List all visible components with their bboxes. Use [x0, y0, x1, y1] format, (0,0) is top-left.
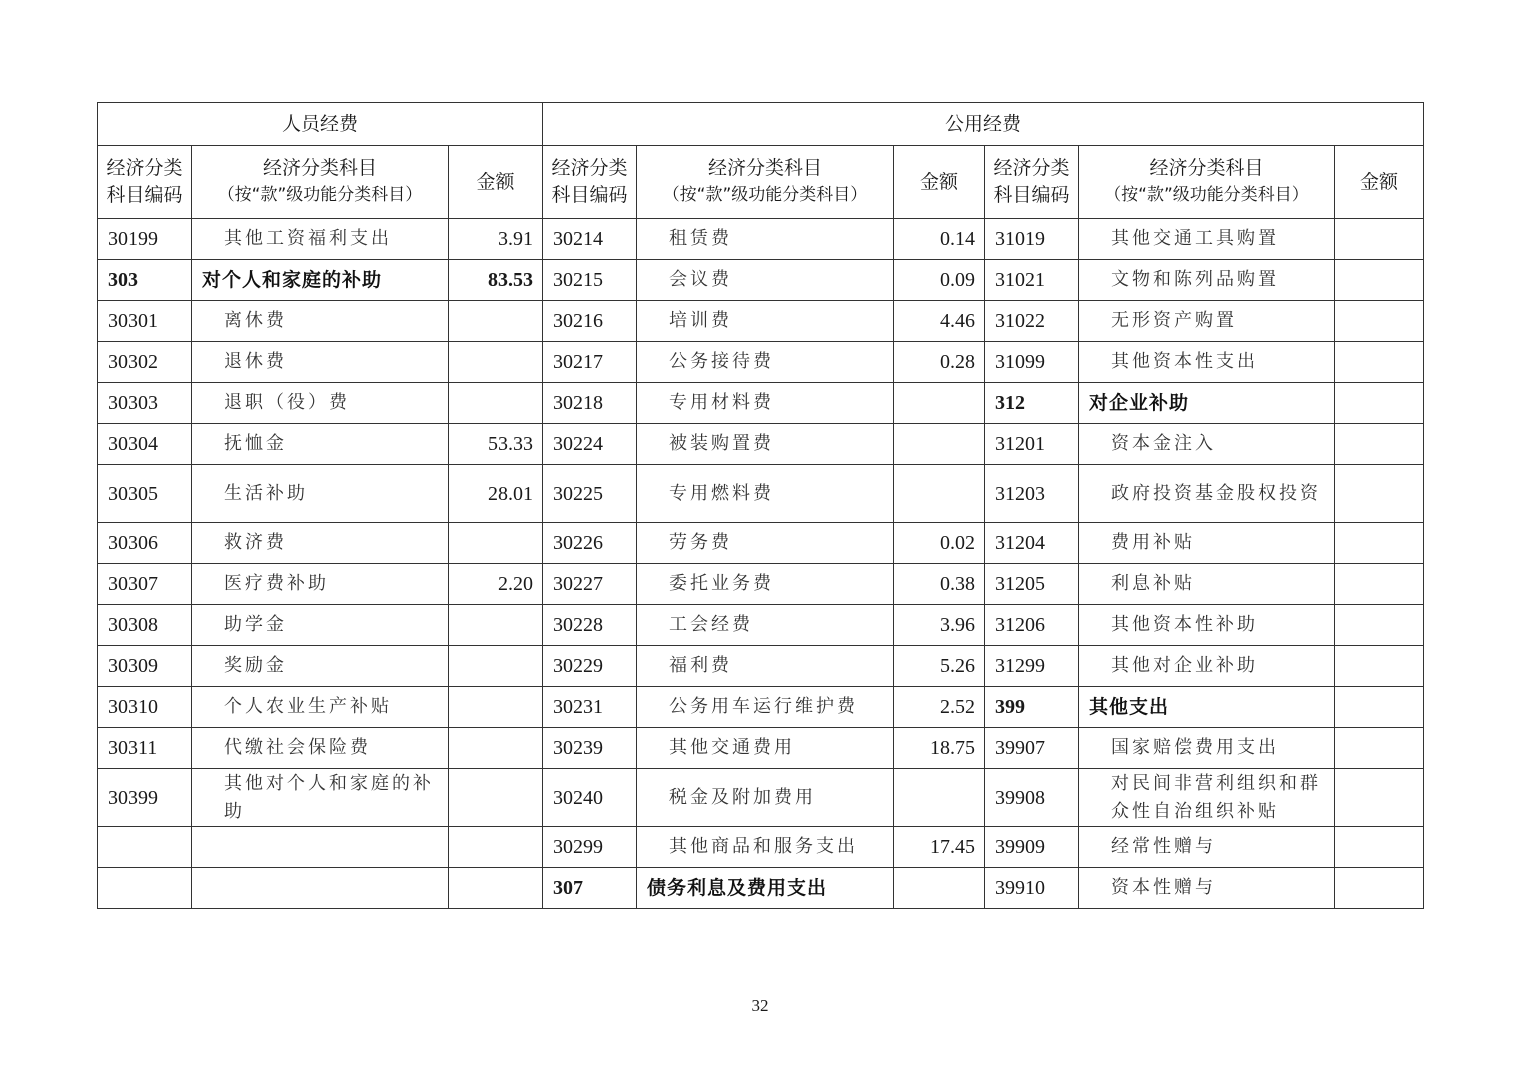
- table-row: [98, 564, 1424, 605]
- code-cell: 30302: [98, 342, 192, 383]
- code-cell: 30303: [98, 383, 192, 424]
- table-row: [98, 523, 1424, 564]
- item-name-cell: 其他资本性支出: [1079, 342, 1335, 383]
- amount-cell: [1335, 260, 1424, 301]
- item-name-cell: 国家赔偿费用支出: [1079, 728, 1335, 769]
- code-cell: [98, 868, 192, 909]
- item-name-cell: 资本金注入: [1079, 424, 1335, 465]
- code-cell: 30305: [98, 465, 192, 523]
- amount-cell: [1335, 646, 1424, 687]
- table-row: [98, 868, 1424, 909]
- code-cell: 307: [543, 868, 637, 909]
- amount-cell: [1335, 219, 1424, 260]
- amount-cell: [1335, 728, 1424, 769]
- item-name-cell: 工会经费: [637, 605, 894, 646]
- amount-cell: [894, 769, 985, 827]
- amount-cell: [1335, 465, 1424, 523]
- code-cell: 31203: [985, 465, 1079, 523]
- code-cell: 30304: [98, 424, 192, 465]
- table-row: [98, 728, 1424, 769]
- table-row: [98, 301, 1424, 342]
- amount-cell: [894, 424, 985, 465]
- item-name-cell: 离休费: [192, 301, 449, 342]
- item-name-cell: 个人农业生产补贴: [192, 687, 449, 728]
- amount-cell: [449, 646, 543, 687]
- column-header-code: 经济分类 科目编码: [543, 146, 637, 219]
- column-header-name: 经济分类科目 （按“款”级功能分类科目）: [192, 146, 449, 219]
- code-cell: 39908: [985, 769, 1079, 827]
- amount-cell: 3.96: [894, 605, 985, 646]
- column-header-code: 经济分类 科目编码: [98, 146, 192, 219]
- amount-cell: [1335, 769, 1424, 827]
- item-name-cell: 对企业补助: [1079, 383, 1335, 424]
- code-cell: 30229: [543, 646, 637, 687]
- table-row: [98, 260, 1424, 301]
- table-row: [98, 465, 1424, 523]
- column-header-name: 经济分类科目 （按“款”级功能分类科目）: [1079, 146, 1335, 219]
- amount-cell: [449, 868, 543, 909]
- item-name-cell: 委托业务费: [637, 564, 894, 605]
- amount-cell: [449, 605, 543, 646]
- table-row: [98, 219, 1424, 260]
- amount-cell: 3.91: [449, 219, 543, 260]
- item-name-cell: 公务用车运行维护费: [637, 687, 894, 728]
- group-header-personnel: 人员经费: [98, 103, 543, 146]
- code-cell: 39909: [985, 827, 1079, 868]
- item-name-cell: 专用材料费: [637, 383, 894, 424]
- item-name-cell: 其他对个人和家庭的补助: [192, 769, 449, 827]
- code-cell: 30399: [98, 769, 192, 827]
- amount-cell: [894, 465, 985, 523]
- code-cell: 31021: [985, 260, 1079, 301]
- item-name-cell: 医疗费补助: [192, 564, 449, 605]
- amount-cell: [449, 301, 543, 342]
- amount-cell: 2.52: [894, 687, 985, 728]
- code-cell: 39910: [985, 868, 1079, 909]
- amount-cell: [449, 728, 543, 769]
- code-cell: 30301: [98, 301, 192, 342]
- item-name-cell: 退职（役）费: [192, 383, 449, 424]
- code-cell: 30228: [543, 605, 637, 646]
- item-name-cell: [192, 868, 449, 909]
- item-name-cell: 其他交通工具购置: [1079, 219, 1335, 260]
- amount-cell: 2.20: [449, 564, 543, 605]
- item-name-cell: 会议费: [637, 260, 894, 301]
- page-number: 32: [751, 996, 769, 1015]
- amount-cell: [1335, 301, 1424, 342]
- item-name-cell: 政府投资基金股权投资: [1079, 465, 1335, 523]
- code-cell: 31099: [985, 342, 1079, 383]
- item-name-cell: 其他对企业补助: [1079, 646, 1335, 687]
- code-cell: 30216: [543, 301, 637, 342]
- code-cell: 39907: [985, 728, 1079, 769]
- item-name-cell: 债务利息及费用支出: [637, 868, 894, 909]
- item-name-cell: 专用燃料费: [637, 465, 894, 523]
- column-header-name: 经济分类科目 （按“款”级功能分类科目）: [637, 146, 894, 219]
- amount-cell: 28.01: [449, 465, 543, 523]
- code-cell: 30217: [543, 342, 637, 383]
- code-cell: 30227: [543, 564, 637, 605]
- amount-cell: 17.45: [894, 827, 985, 868]
- item-name-cell: 利息补贴: [1079, 564, 1335, 605]
- amount-cell: [1335, 868, 1424, 909]
- item-name-cell: 生活补助: [192, 465, 449, 523]
- expenditure-table: [97, 102, 1424, 909]
- column-header-amount: 金额: [1335, 146, 1424, 219]
- code-cell: 30311: [98, 728, 192, 769]
- table-row: [98, 687, 1424, 728]
- code-cell: 30224: [543, 424, 637, 465]
- item-name-cell: 救济费: [192, 523, 449, 564]
- item-name-cell: 费用补贴: [1079, 523, 1335, 564]
- code-cell: 30226: [543, 523, 637, 564]
- code-cell: 30231: [543, 687, 637, 728]
- item-name-cell: 其他交通费用: [637, 728, 894, 769]
- code-cell: 30240: [543, 769, 637, 827]
- item-name-cell: 资本性赠与: [1079, 868, 1335, 909]
- amount-cell: 5.26: [894, 646, 985, 687]
- code-cell: 30199: [98, 219, 192, 260]
- code-cell: 30214: [543, 219, 637, 260]
- code-cell: 30307: [98, 564, 192, 605]
- code-cell: 30239: [543, 728, 637, 769]
- amount-cell: [449, 383, 543, 424]
- amount-cell: [1335, 424, 1424, 465]
- amount-cell: [1335, 564, 1424, 605]
- item-name-cell: 代缴社会保险费: [192, 728, 449, 769]
- item-name-cell: 奖励金: [192, 646, 449, 687]
- amount-cell: [449, 523, 543, 564]
- code-cell: 30306: [98, 523, 192, 564]
- item-name-cell: 租赁费: [637, 219, 894, 260]
- table-row: [98, 646, 1424, 687]
- table-row: [98, 769, 1424, 827]
- amount-cell: [894, 868, 985, 909]
- amount-cell: [449, 687, 543, 728]
- item-name-cell: 助学金: [192, 605, 449, 646]
- code-cell: 31019: [985, 219, 1079, 260]
- amount-cell: 0.28: [894, 342, 985, 383]
- amount-cell: 0.02: [894, 523, 985, 564]
- item-name-cell: 抚恤金: [192, 424, 449, 465]
- column-header-code: 经济分类 科目编码: [985, 146, 1079, 219]
- code-cell: 30218: [543, 383, 637, 424]
- table-row: [98, 605, 1424, 646]
- code-cell: 303: [98, 260, 192, 301]
- code-cell: 30225: [543, 465, 637, 523]
- amount-cell: [449, 342, 543, 383]
- item-name-cell: 文物和陈列品购置: [1079, 260, 1335, 301]
- column-header-amount: 金额: [894, 146, 985, 219]
- code-cell: 31206: [985, 605, 1079, 646]
- table-row: [98, 383, 1424, 424]
- item-name-cell: 被装购置费: [637, 424, 894, 465]
- item-name-cell: 税金及附加费用: [637, 769, 894, 827]
- table-row: [98, 342, 1424, 383]
- amount-cell: [1335, 383, 1424, 424]
- item-name-cell: 退休费: [192, 342, 449, 383]
- amount-cell: 0.14: [894, 219, 985, 260]
- code-cell: [98, 827, 192, 868]
- code-cell: 30308: [98, 605, 192, 646]
- code-cell: 31299: [985, 646, 1079, 687]
- item-name-cell: 其他商品和服务支出: [637, 827, 894, 868]
- amount-cell: [1335, 687, 1424, 728]
- amount-cell: [449, 827, 543, 868]
- column-header-amount: 金额: [449, 146, 543, 219]
- code-cell: 31022: [985, 301, 1079, 342]
- code-cell: 30310: [98, 687, 192, 728]
- amount-cell: 0.38: [894, 564, 985, 605]
- amount-cell: [1335, 605, 1424, 646]
- item-name-cell: 其他资本性补助: [1079, 605, 1335, 646]
- item-name-cell: 福利费: [637, 646, 894, 687]
- code-cell: 399: [985, 687, 1079, 728]
- code-cell: 31204: [985, 523, 1079, 564]
- item-name-cell: 其他支出: [1079, 687, 1335, 728]
- code-cell: 312: [985, 383, 1079, 424]
- amount-cell: 53.33: [449, 424, 543, 465]
- item-name-cell: 培训费: [637, 301, 894, 342]
- item-name-cell: 公务接待费: [637, 342, 894, 383]
- amount-cell: [1335, 827, 1424, 868]
- item-name-cell: 经常性赠与: [1079, 827, 1335, 868]
- amount-cell: 83.53: [449, 260, 543, 301]
- code-cell: 31205: [985, 564, 1079, 605]
- table-row: [98, 424, 1424, 465]
- item-name-cell: 对个人和家庭的补助: [192, 260, 449, 301]
- amount-cell: [449, 769, 543, 827]
- item-name-cell: 其他工资福利支出: [192, 219, 449, 260]
- group-header-public: 公用经费: [543, 103, 1424, 146]
- code-cell: 30299: [543, 827, 637, 868]
- amount-cell: [1335, 342, 1424, 383]
- item-name-cell: 对民间非营利组织和群众性自治组织补贴: [1079, 769, 1335, 827]
- item-name-cell: [192, 827, 449, 868]
- code-cell: 30215: [543, 260, 637, 301]
- table-body: [98, 219, 1424, 909]
- table-row: [98, 827, 1424, 868]
- item-name-cell: 劳务费: [637, 523, 894, 564]
- amount-cell: 4.46: [894, 301, 985, 342]
- amount-cell: 18.75: [894, 728, 985, 769]
- code-cell: 30309: [98, 646, 192, 687]
- amount-cell: [894, 383, 985, 424]
- code-cell: 31201: [985, 424, 1079, 465]
- amount-cell: [1335, 523, 1424, 564]
- amount-cell: 0.09: [894, 260, 985, 301]
- item-name-cell: 无形资产购置: [1079, 301, 1335, 342]
